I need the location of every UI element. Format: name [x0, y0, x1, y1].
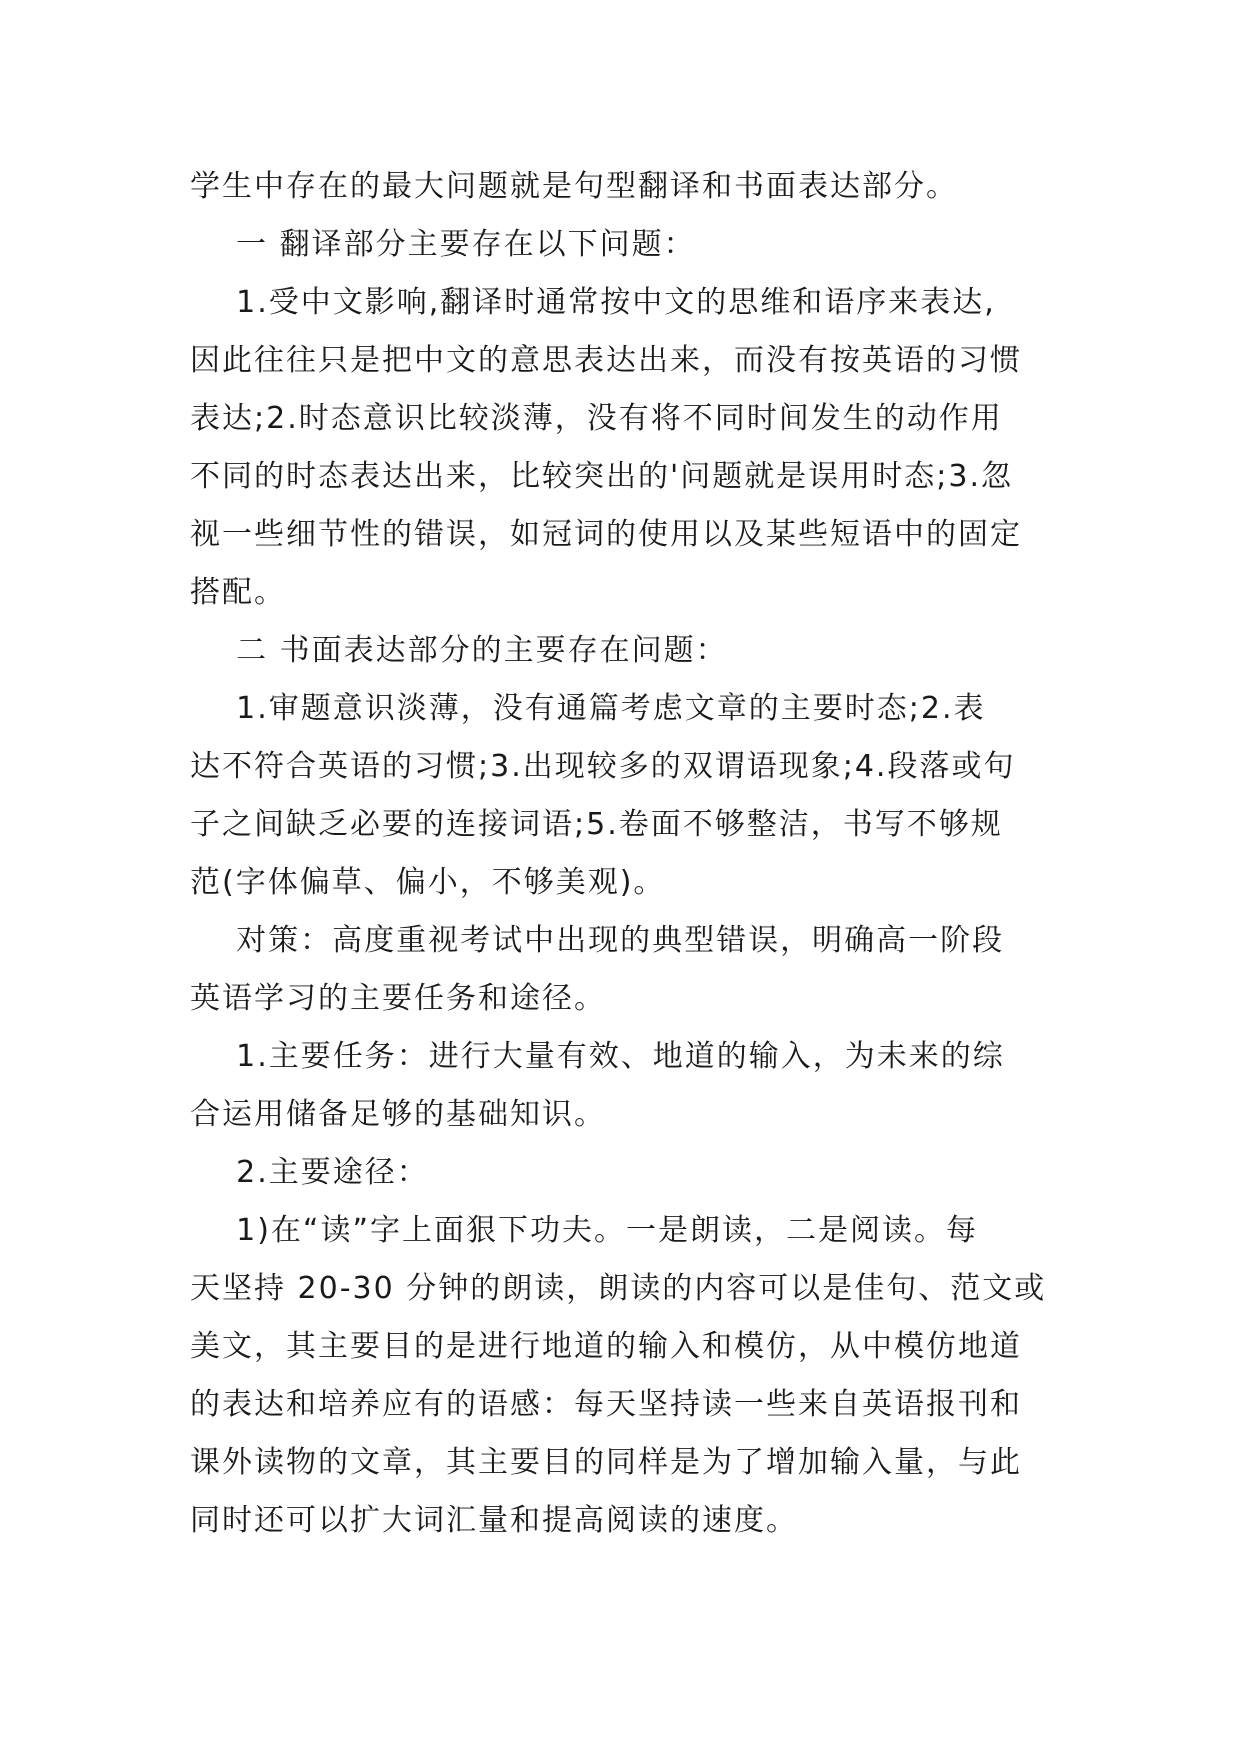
- text-line: 视一些细节性的错误，如冠词的使用以及某些短语中的固定: [190, 517, 1022, 552]
- text-line: 子之间缺乏必要的连接词语;5.卷面不够整洁，书写不够规: [190, 807, 1003, 842]
- text-line: 英语学习的主要任务和途径。: [190, 981, 606, 1016]
- text-line: 学生中存在的最大问题就是句型翻译和书面表达部分。: [190, 169, 958, 204]
- text-line: 1)在“读”字上面狠下功夫。一是朗读，二是阅读。每: [190, 1213, 979, 1248]
- text-line: 对策：高度重视考试中出现的典型错误，明确高一阶段: [190, 923, 1005, 958]
- section-heading: 二 书面表达部分的主要存在问题：: [190, 633, 728, 668]
- text-line: 表达;2.时态意识比较淡薄，没有将不同时间发生的动作用: [190, 401, 1003, 436]
- text-line: 美文，其主要目的是进行地道的输入和模仿，从中模仿地道: [190, 1329, 1022, 1364]
- text-line: 同时还可以扩大词汇量和提高阅读的速度。: [190, 1503, 798, 1538]
- text-line: 范(字体偏草、偏小，不够美观)。: [190, 865, 666, 900]
- document-body: [190, 158, 1070, 1550]
- text-line: 合运用储备足够的基础知识。: [190, 1097, 606, 1132]
- text-line: 1.主要任务：进行大量有效、地道的输入，为未来的综: [190, 1039, 1005, 1074]
- text-line: 1.审题意识淡薄，没有通篇考虑文章的主要时态;2.表: [190, 691, 986, 726]
- text-line: 天坚持 20-30 分钟的朗读，朗读的内容可以是佳句、范文或: [190, 1271, 1047, 1306]
- text-line: 课外读物的文章，其主要目的同样是为了增加输入量，与此: [190, 1445, 1022, 1480]
- text-line: 不同的时态表达出来，比较突出的'问题就是误用时态;3.忽: [190, 459, 1013, 494]
- text-line: 达不符合英语的习惯;3.出现较多的双谓语现象;4.段落或句: [190, 749, 1016, 784]
- text-line: 搭配。: [190, 575, 286, 610]
- text-line: 1.受中文影响,翻译时通常按中文的思维和语序来表达,: [190, 285, 996, 320]
- text-line: 2.主要途径：: [190, 1155, 429, 1190]
- text-line: 的表达和培养应有的语感：每天坚持读一些来自英语报刊和: [190, 1387, 1022, 1422]
- section-heading: 一 翻译部分主要存在以下问题：: [190, 227, 696, 262]
- text-line: 因此往往只是把中文的意思表达出来，而没有按英语的习惯: [190, 343, 1022, 378]
